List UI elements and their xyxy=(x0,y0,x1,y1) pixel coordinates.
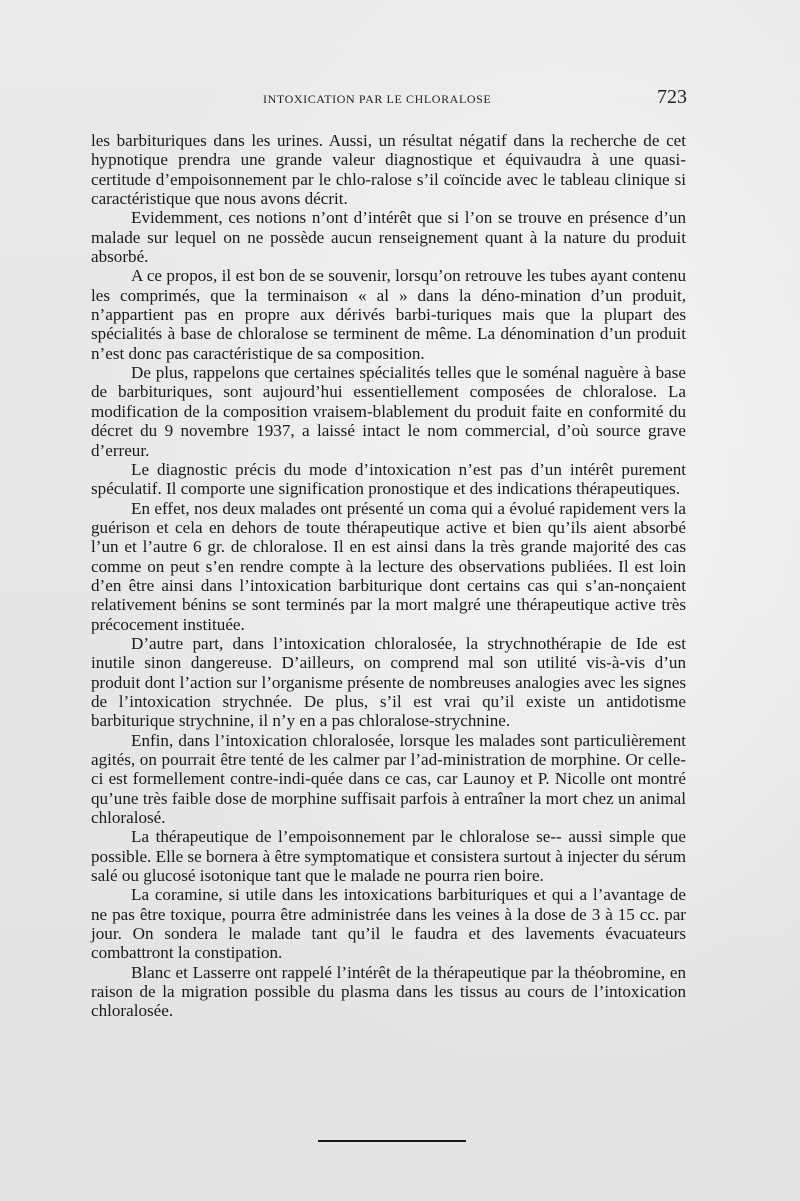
paragraph: Enfin, dans l’intoxication chloralosée, lorsque les malades sont particulièrement agités, on pourrait être tenté de les calmer par l’ad-ministration de morphine. Or celle-ci est formellement contre-indi-quée dans ce cas, car Launoy et P. Nicolle ont montré qu’une très faible dose de morphine suffisait parfois à entraîner la mort chez un animal chloralosé. xyxy=(91,730,686,828)
footer-rule xyxy=(318,1140,466,1142)
paragraph: Evidemment, ces notions n’ont d’intérêt que si l’on se trouve en présence d’un malade sur lequel on ne possède aucun renseignement quant à la nature du produit absorbé. xyxy=(91,208,686,267)
paragraph: Le diagnostic précis du mode d’intoxication n’est pas d’un intérêt purement spéculatif. Il comporte une signification pronostique et des indications thérapeutiques. xyxy=(91,459,686,499)
page-number: 723 xyxy=(657,86,687,108)
paragraph: les barbituriques dans les urines. Aussi, un résultat négatif dans la recherche de cet hypnotique prendra une grande valeur diagnostique et équivaudra à une quasi-certitude d’empoisonnement par le chlo-ralose s’il coïncide avec le tableau clinique si caractéristique que nous avons décrit. xyxy=(91,131,686,209)
paragraph: De plus, rappelons que certaines spécialités telles que le soménal naguère à base de barbituriques, sont aujourd’hui essentiellement composées de chloralose. La modification de la composition vraisem-blablement du produit faite en conformité du décret du 9 novembre 1937, a laissé intact le nom commercial, d’où source grave d’erreur. xyxy=(91,363,686,460)
paragraph: Blanc et Lasserre ont rappelé l’intérêt de la thérapeutique par la théobromine, en raison de la migration possible du plasma dans les tissus au cours de l’intoxication chloralosée. xyxy=(91,962,686,1021)
paragraph: A ce propos, il est bon de se souvenir, lorsqu’on retrouve les tubes ayant contenu les comprimés, que la terminaison « al » dans la déno-mination d’un produit, n’appartient pas en propre aux dérivés barbi-turiques mais que la plupart des spécialités à base de chloralose se terminent de même. La dénomination d’un produit n’est donc pas caractéristique de sa composition. xyxy=(91,266,686,363)
paragraph: En effet, nos deux malades ont présenté un coma qui a évolué rapidement vers la guérison et cela en dehors de toute thérapeutique active et bien qu’ils aient absorbé l’un et l’autre 6 gr. de chloralose. Il en est ainsi dans la très grande majorité des cas comme on peut s’en rendre compte à la lecture des observations publiées. Il est loin d’en être ainsi dans l’intoxication barbiturique dont certains cas qui s’an-nonçaient relativement bénins se sont terminés par la mort malgré une thérapeutique active très précocement instituée. xyxy=(91,498,686,634)
page-header xyxy=(0,88,800,112)
paragraph: D’autre part, dans l’intoxication chloralosée, la strychnothérapie de Ide est inutile sinon dangereuse. D’ailleurs, on comprend mal son utilité vis-à-vis d’un produit dont l’action sur l’organisme présente de nombreuses analogies avec les signes de l’intoxication strychnée. De plus, s’il est vrai qu’il existe un antidotisme barbiturique strychnine, il n’y en a pas chloralose-strychnine. xyxy=(91,633,686,731)
paragraph: La thérapeutique de l’empoisonnement par le chloralose se-- aussi simple que possible. Elle se bornera à être symptomatique et consistera surtout à injecter du sérum salé ou glucosé isotonique tant que le malade ne pourra rien boire. xyxy=(91,827,686,886)
body-text xyxy=(91,131,686,1021)
paragraph: La coramine, si utile dans les intoxications barbituriques et qui a l’avantage de ne pas être toxique, pourra être administrée dans les veines à la dose de 3 à 15 cc. par jour. On sondera le malade tant qu’il le faudra et des lavements évacuateurs combattront la constipation. xyxy=(91,885,686,963)
running-title: INTOXICATION PAR LE CHLORALOSE xyxy=(263,92,492,106)
